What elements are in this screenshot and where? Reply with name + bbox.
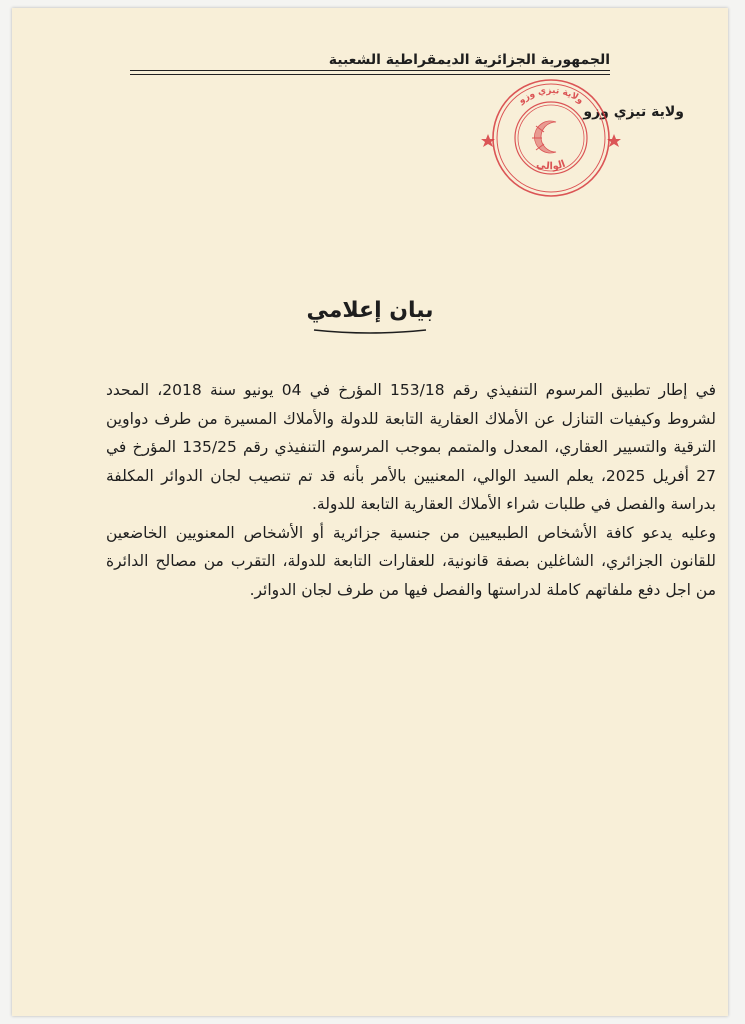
republic-header: الجمهورية الجزائرية الديمقراطية الشعبية [328, 52, 610, 68]
header-rule-bottom [130, 74, 610, 75]
document-page [12, 8, 728, 1016]
document-title: بيان إعلامي [306, 298, 434, 323]
wilaya-header: ولاية تيزي وزو [583, 104, 684, 120]
official-seal-stamp [476, 76, 626, 204]
header-rule-top [130, 70, 610, 71]
document-body [106, 376, 716, 604]
body-paragraph-1: في إطار تطبيق المرسوم التنفيذي رقم 153/18 المؤرخ في 04 يونيو سنة 2018، المحدد لشروط وكيفيات التنازل عن الأملاك العقارية التابعة للدولة والأملاك المسيرة من طرف دواوين الترقية والتسيير العقاري، المعدل والمتمم بموجب المرسوم التنفيذي رقم 135/25 المؤرخ في 27 أفريل 2025، يعلم السيد الوالي، المعنيين بالأمر بأنه قد تم تنصيب لجان الدوائر المكلفة بدراسة والفصل في طلبات شراء الأملاك العقارية التابعة للدولة. [106, 381, 717, 513]
title-flourish [310, 326, 430, 336]
body-paragraph-2: وعليه يدعو كافة الأشخاص الطبيعيين من جنسية جزائرية أو الأشخاص المعنويين الخاضعين للقانون الجزائري، الشاغلين بصفة قانونية، للعقارات التابعة للدولة، التقرب من مصالح الدائرة من اجل دفع ملفاتهم كاملة لدراستها والفصل فيها من طرف لجان الدوائر. [106, 523, 716, 599]
seal-top-text: ولاية تيزي وزو [516, 85, 586, 107]
svg-text:الوالي [535, 159, 567, 173]
seal-bottom-text: الوالي [535, 158, 568, 173]
